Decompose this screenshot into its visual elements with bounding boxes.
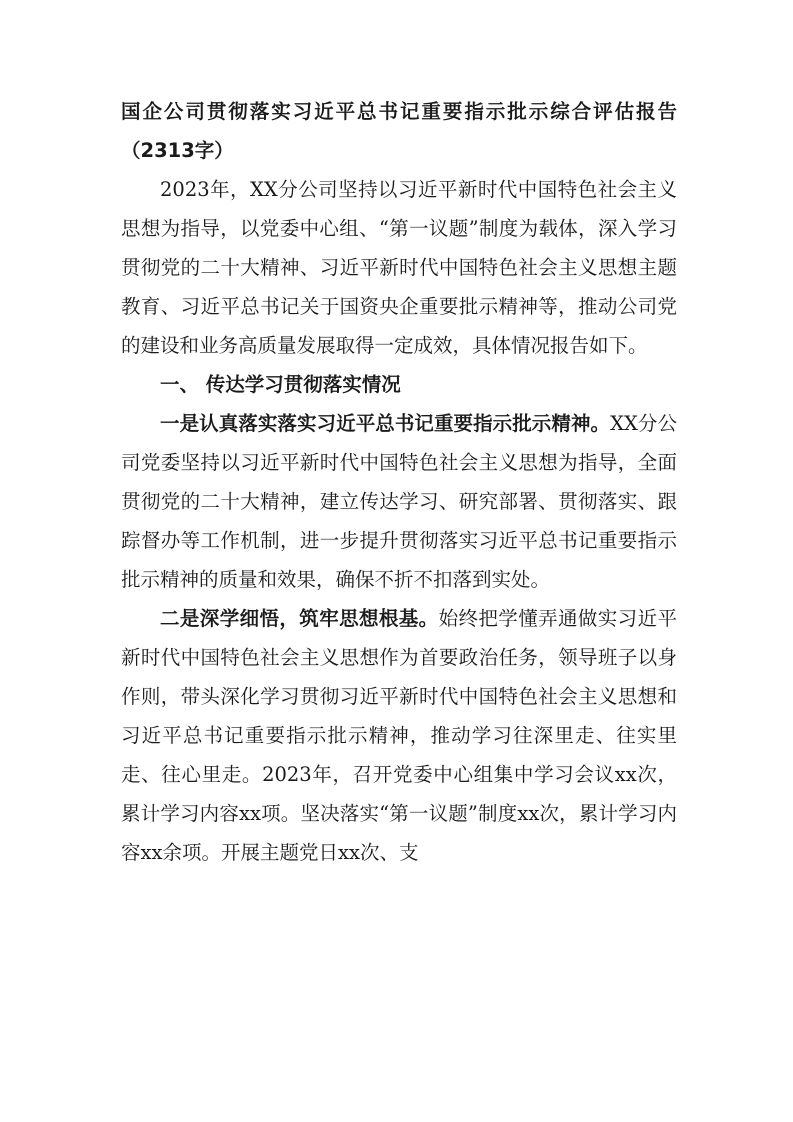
section-heading: 一、 传达学习贯彻落实情况: [160, 373, 401, 396]
document-body: [121, 92, 677, 872]
paragraph-2-text: 始终把学懂弄通做实习近平新时代中国特色社会主义思想作为首要政治任务，领导班子以身作则，带头深化学习贯彻习近平新时代中国特色社会主义思想和习近平总书记重要指示批示精神，推动学习往深里走、往实里走、往心里走。2023年，召开党委中心组集中学习会议xx次，累计学习内容xx项。坚决落实“第一议题”制度xx次，累计学习内容xx余项。开展主题党日xx次、支: [121, 607, 677, 864]
document-title: 国企公司贯彻落实习近平总书记重要指示批示综合评估报告（2313字）: [121, 100, 677, 162]
paragraph-2-lead: 二是深学细悟，筑牢思想根基。: [160, 607, 439, 630]
intro-paragraph: 2023年，XX分公司坚持以习近平新时代中国特色社会主义思想为指导，以党委中心组、“第一议题”制度为载体，深入学习贯彻党的二十大精神、习近平新时代中国特色社会主义思想主题教育、习近平总书记关于国资央企重要批示精神等，推动公司党的建设和业务高质量发展取得一定成效，具体情况报告如下。: [121, 178, 677, 357]
paragraph-2: [121, 599, 677, 872]
paragraph-1: [121, 404, 677, 599]
paragraph-1-text: XX分公司党委坚持以习近平新时代中国特色社会主义思想为指导，全面贯彻党的二十大精神，建立传达学习、研究部署、贯彻落实、跟踪督办等工作机制，进一步提升贯彻落实习近平总书记重要指示批示精神的质量和效果，确保不折不扣落到实处。: [121, 412, 677, 591]
paragraph-1-lead: 一是认真落实落实习近平总书记重要指示批示精神。: [160, 412, 611, 435]
